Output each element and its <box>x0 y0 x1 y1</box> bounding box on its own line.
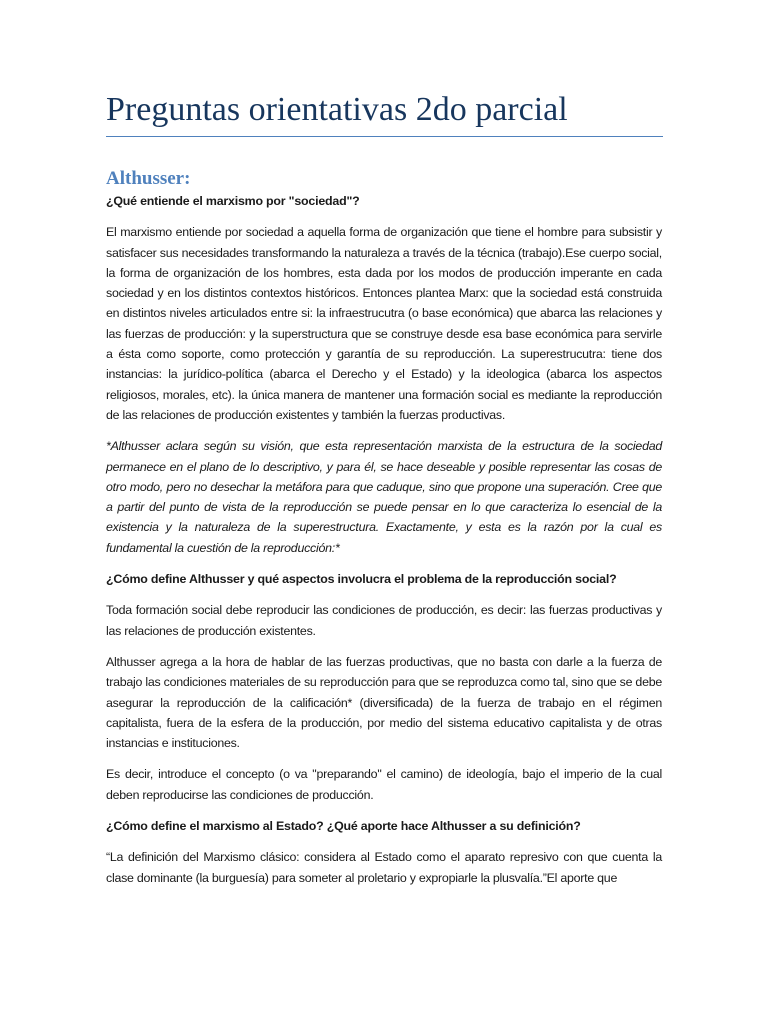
answer-paragraph-1: El marxismo entiende por sociedad a aquella forma de organización que tiene el hombre para subsistir y satisfacer sus necesidades transformando la naturaleza a través de la técnica (trabajo).Ese cuerpo social, la forma de organización de los hombres, esta dada por los modos de producción imperante en cada sociedad y en los distintos contextos históricos. Entonces plantea Marx: que la sociedad está construida en distintos niveles articulados entre si: la infraestrucutra (o base económica) que abarca las relaciones y las fuerzas de producción: y la superstructura que se construye desde esa base económica para servirle a ésta como soporte, como protección y garantía de su reproducción. La superestrucutra: tiene dos instancias: la jurídico-política (abarca el Derecho y el Estado) y la ideologica (abarca los aspectos religiosos, morales, etc). la única manera de mantener una formación social es mediante la reproducción de las relaciones de producción existentes y también la fuerzas productivas. <box>106 225 662 422</box>
document-title: Preguntas orientativas 2do parcial <box>106 91 568 128</box>
answer-paragraph-4: Es decir, introduce el concepto (o va "preparando" el camino) de ideología, bajo el imperio de la cual deben reproducirse las condiciones de producción. <box>106 767 662 802</box>
answer-paragraph-2: Toda formación social debe reproducir las condiciones de producción, es decir: las fuerzas productivas y las relaciones de producción existentes. <box>106 603 662 638</box>
answer-paragraph-3: Althusser agrega a la hora de hablar de las fuerzas productivas, que no basta con darle a la fuerza de trabajo las condiciones materiales de su reproducción para que se reproduzca como tal, sino que se debe asegurar la reproducción de la calificación* (diversificada) de la fuerza de trabajo en el régimen capitalista, fuera de la esfera de la producción, por medio del sistema educativo capitalista y de otras instancias e instituciones. <box>106 654 662 751</box>
answer-paragraph-5: “La definición del Marxismo clásico: considera al Estado como el aparato represivo con que cuenta la clase dominante (la burguesía) para someter al proletario y expropiarle la plusvalía.”El aporte que <box>106 850 662 885</box>
question-3: ¿Cómo define el marxismo al Estado? ¿Qué aporte hace Althusser a su definición? <box>106 819 581 834</box>
italic-note: *Althusser aclara según su visión, que esta representación marxista de la estructura de la sociedad permanece en el plano de lo descriptivo, y para él, se hace deseable y posible representar las cosas de otro modo, pero no desechar la metáfora para que caduque, sino que propone una superación. Cree que a partir del punto de vista de la reproducción se puede pensar en lo que caracteriza lo esencial de la existencia y la naturaleza de la superestructura. Exactamente, y esta es la razón por la cual es fundamental la cuestión de la reproducción:* <box>106 439 662 555</box>
section-heading: Althusser: <box>106 168 191 189</box>
question-1: ¿Qué entiende el marxismo por "sociedad"? <box>106 194 360 208</box>
question-2: ¿Cómo define Althusser y qué aspectos involucra el problema de la reproducción social? <box>106 572 617 587</box>
document-body <box>106 191 662 888</box>
title-divider <box>106 136 663 137</box>
